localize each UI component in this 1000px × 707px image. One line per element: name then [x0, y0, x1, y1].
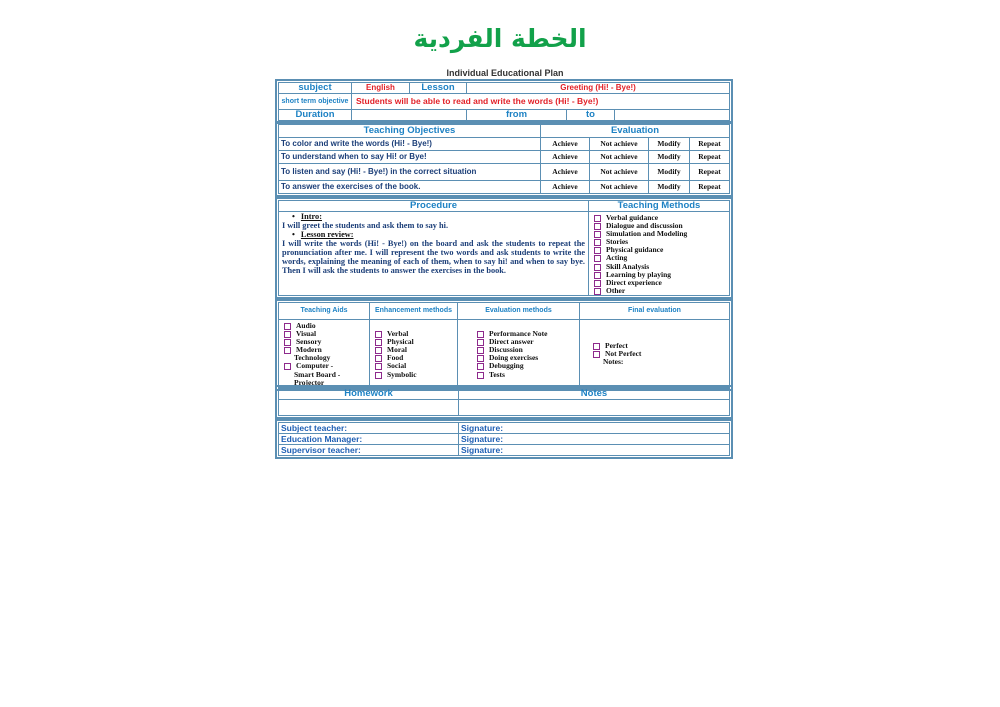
signature-field[interactable]: Signature:	[459, 445, 730, 456]
education-manager-label: Education Manager:	[279, 434, 459, 445]
checkbox-icon[interactable]	[477, 339, 484, 346]
subject-teacher-label: Subject teacher:	[279, 423, 459, 434]
achieve-option[interactable]: Achieve	[541, 138, 590, 151]
method-item[interactable]: Physical guidance	[591, 246, 727, 254]
intro-text: I will greet the students and ask them to say hi.	[282, 220, 449, 230]
checkbox-icon[interactable]	[477, 347, 484, 354]
repeat-option[interactable]: Repeat	[690, 138, 730, 151]
notes-field[interactable]	[459, 400, 730, 416]
lesson-label: Lesson	[410, 83, 467, 94]
to-field[interactable]	[615, 110, 730, 121]
homework-header: Homework	[279, 389, 459, 400]
evaluation-item[interactable]: Discussion	[474, 346, 577, 354]
checkbox-icon[interactable]	[375, 331, 382, 338]
not-achieve-option[interactable]: Not achieve	[590, 151, 649, 164]
evaluation-item[interactable]: Debugging	[474, 362, 577, 370]
checkbox-icon[interactable]	[594, 215, 601, 222]
achieve-option[interactable]: Achieve	[541, 151, 590, 164]
checkbox-icon[interactable]	[594, 223, 601, 230]
objective-item: To listen and say (Hi! - Bye!) in the correct situation	[279, 164, 541, 181]
checkbox-icon[interactable]	[594, 231, 601, 238]
aid-item[interactable]: Visual	[281, 330, 367, 338]
lesson-value: Greeting (Hi! - Bye!)	[467, 83, 730, 94]
checkbox-icon[interactable]	[594, 239, 601, 246]
objective-item: To color and write the words (Hi! - Bye!)	[279, 138, 541, 151]
arabic-title: الخطة الفردية	[413, 24, 587, 53]
duration-label: Duration	[279, 110, 352, 121]
enhancement-item[interactable]: Verbal	[372, 330, 455, 338]
checkbox-icon[interactable]	[375, 363, 382, 370]
method-item[interactable]: Learning by playing	[591, 271, 727, 279]
signature-field[interactable]: Signature:	[459, 423, 730, 434]
signature-field[interactable]: Signature:	[459, 434, 730, 445]
not-achieve-option[interactable]: Not achieve	[590, 164, 649, 181]
from-label: from	[467, 110, 567, 121]
checkbox-icon[interactable]	[594, 272, 601, 279]
modify-option[interactable]: Modify	[649, 164, 690, 181]
methods-header: Teaching Methods	[589, 201, 730, 212]
enhancement-header: Enhancement methods	[370, 303, 458, 320]
objective-item: To answer the exercises of the book.	[279, 181, 541, 194]
aid-item-continued: Technology	[294, 353, 331, 363]
checkbox-icon[interactable]	[284, 363, 291, 370]
enhancement-item[interactable]: Symbolic	[372, 371, 455, 379]
enhancement-item[interactable]: Food	[372, 354, 455, 362]
achieve-option[interactable]: Achieve	[541, 164, 590, 181]
not-achieve-option[interactable]: Not achieve	[590, 138, 649, 151]
objectives-header: Teaching Objectives	[279, 125, 541, 138]
subject-value: English	[352, 83, 410, 94]
checkbox-icon[interactable]	[477, 355, 484, 362]
objective-value: Students will be able to read and write the words (Hi! - Bye!)	[352, 94, 730, 110]
review-label: Lesson review:	[300, 229, 354, 239]
checkbox-icon[interactable]	[593, 351, 600, 358]
header-info-section	[275, 79, 733, 124]
intro-bullet: • Intro:	[292, 212, 322, 221]
objectives-section	[275, 121, 733, 197]
methods-list	[589, 212, 730, 296]
method-item[interactable]: Skill Analysis	[591, 263, 727, 271]
signatures-section	[275, 419, 733, 459]
modify-option[interactable]: Modify	[649, 181, 690, 194]
final-evaluation-header: Final evaluation	[580, 303, 730, 320]
final-notes: Notes:	[603, 357, 624, 367]
duration-field[interactable]	[352, 110, 467, 121]
enhancement-item[interactable]: Physical	[372, 338, 455, 346]
checkbox-icon[interactable]	[375, 372, 382, 379]
teaching-aids-list	[279, 320, 370, 388]
checkbox-icon[interactable]	[477, 372, 484, 379]
homework-section	[275, 385, 733, 419]
checkbox-icon[interactable]	[375, 355, 382, 362]
plan-title: Individual Educational Plan	[446, 68, 564, 78]
modify-option[interactable]: Modify	[649, 138, 690, 151]
notes-header: Notes	[459, 389, 730, 400]
checkbox-icon[interactable]	[284, 331, 291, 338]
procedure-header: Procedure	[279, 201, 589, 212]
evaluation-item[interactable]: Direct answer	[474, 338, 577, 346]
method-item[interactable]: Verbal guidance	[591, 214, 727, 222]
review-text: I will write the words (Hi! - Bye!) on the board and ask the students to repeat the pronunciation after me. I will represent the two words and ask students to write the words, explaining the meaning of each of them, when to say hi! and when to say bye. Then I will ask the students to answer the exercises in the book.	[282, 238, 585, 275]
repeat-option[interactable]: Repeat	[690, 181, 730, 194]
aid-item-continued: Smart Board -	[294, 369, 341, 379]
enhancement-list	[370, 320, 458, 388]
method-item[interactable]: Simulation and Modeling	[591, 230, 727, 238]
review-bullet: • Lesson review:	[292, 229, 354, 239]
intro-label: Intro:	[300, 212, 322, 221]
not-achieve-option[interactable]: Not achieve	[590, 181, 649, 194]
to-label: to	[567, 110, 615, 121]
checkbox-icon[interactable]	[594, 280, 601, 287]
method-item[interactable]: Other	[591, 287, 727, 295]
objective-label: short term objective	[279, 94, 352, 110]
checkbox-icon[interactable]	[594, 288, 601, 295]
method-item[interactable]: Stories	[591, 238, 727, 246]
aid-item[interactable]: Computer -	[281, 362, 367, 370]
method-item[interactable]: Dialogue and discussion	[591, 222, 727, 230]
repeat-option[interactable]: Repeat	[690, 151, 730, 164]
checkbox-icon[interactable]	[594, 255, 601, 262]
final-evaluation-list	[580, 320, 730, 388]
enhancement-item[interactable]: Moral	[372, 346, 455, 354]
enhancement-item[interactable]: Social	[372, 362, 455, 370]
evaluation-item[interactable]: Tests	[474, 371, 577, 379]
aid-item[interactable]: Modern	[281, 346, 367, 354]
checkbox-icon[interactable]	[284, 347, 291, 354]
repeat-option[interactable]: Repeat	[690, 164, 730, 181]
modify-option[interactable]: Modify	[649, 151, 690, 164]
objective-item: To understand when to say Hi! or Bye!	[279, 151, 541, 164]
checkbox-icon[interactable]	[594, 247, 601, 254]
checkbox-icon[interactable]	[284, 323, 291, 330]
teaching-aids-header: Teaching Aids	[279, 303, 370, 320]
aid-item[interactable]: Audio	[281, 322, 367, 330]
method-item[interactable]: Acting	[591, 254, 727, 262]
achieve-option[interactable]: Achieve	[541, 181, 590, 194]
subject-label: subject	[279, 83, 352, 94]
aid-item-continued: Projector	[294, 377, 325, 387]
method-item[interactable]: Direct experience	[591, 279, 727, 287]
procedure-section	[275, 197, 733, 299]
checkbox-icon[interactable]	[284, 339, 291, 346]
checkbox-icon[interactable]	[477, 331, 484, 338]
evaluation-methods-list	[458, 320, 580, 388]
supervisor-teacher-label: Supervisor teacher:	[279, 445, 459, 456]
aid-item[interactable]: Sensory	[281, 338, 367, 346]
aids-section	[275, 299, 733, 391]
checkbox-icon[interactable]	[375, 339, 382, 346]
checkbox-icon[interactable]	[477, 363, 484, 370]
procedure-body	[279, 212, 589, 296]
final-item[interactable]: Not Perfect	[590, 350, 727, 358]
evaluation-methods-header: Evaluation methods	[458, 303, 580, 320]
checkbox-icon[interactable]	[594, 264, 601, 271]
final-item[interactable]: Perfect	[590, 342, 727, 350]
checkbox-icon[interactable]	[375, 347, 382, 354]
homework-field[interactable]	[279, 400, 459, 416]
evaluation-item[interactable]: Performance Note	[474, 330, 577, 338]
evaluation-header: Evaluation	[541, 125, 730, 138]
evaluation-item[interactable]: Doing exercises	[474, 354, 577, 362]
checkbox-icon[interactable]	[593, 343, 600, 350]
